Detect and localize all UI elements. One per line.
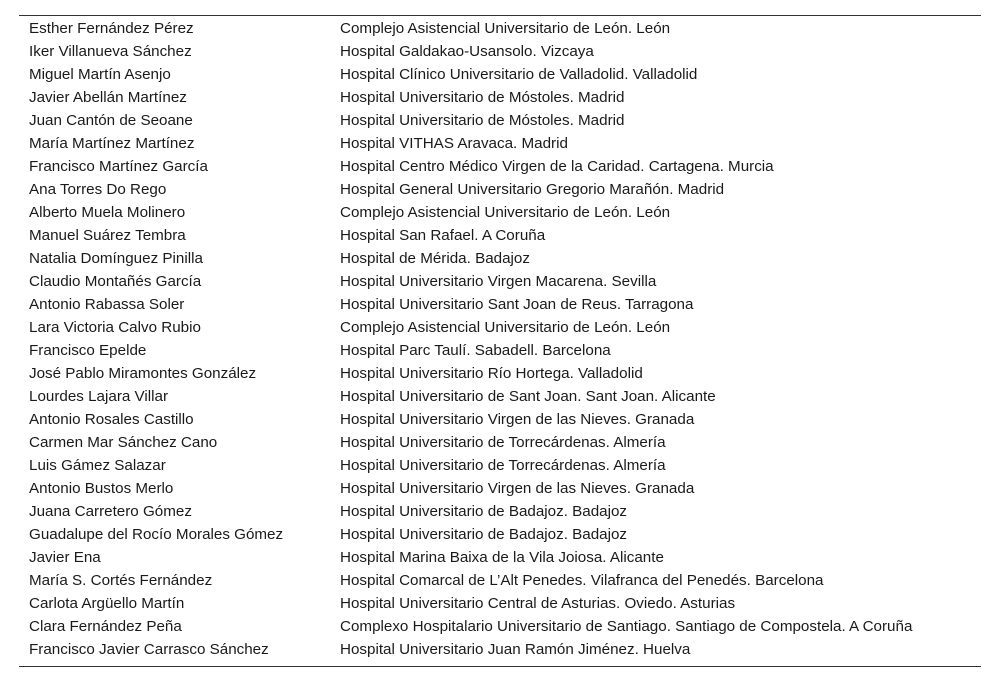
hospital-name: Hospital Clínico Universitario de Valladolid. Valladolid — [340, 66, 698, 83]
investigator-name: Javier Abellán Martínez — [29, 89, 187, 106]
table-row — [19, 408, 981, 431]
table-row — [19, 293, 981, 316]
table-row — [19, 16, 981, 40]
hospital-name: Hospital Universitario Central de Asturias. Oviedo. Asturias — [340, 595, 736, 612]
investigator-name: Antonio Rosales Castillo — [29, 411, 194, 428]
hospital-name: Hospital Marina Baixa de la Vila Joiosa. Alicante — [340, 549, 664, 566]
hospital-name: Hospital Universitario Juan Ramón Jiménez. Huelva — [340, 641, 691, 658]
hospital-name: Hospital de Mérida. Badajoz — [340, 250, 530, 267]
hospital-name: Hospital Universitario de Móstoles. Madrid — [340, 112, 625, 129]
hospital-name: Hospital Universitario de Torrecárdenas. Almería — [340, 434, 666, 451]
table-row — [19, 247, 981, 270]
table-row — [19, 638, 981, 666]
table-row — [19, 431, 981, 454]
hospital-name: Hospital Universitario Virgen de las Nieves. Granada — [340, 480, 695, 497]
table-row — [19, 224, 981, 247]
investigator-name: Juana Carretero Gómez — [29, 503, 192, 520]
investigator-name: Iker Villanueva Sánchez — [29, 43, 192, 60]
table-row — [19, 316, 981, 339]
hospital-name: Hospital Parc Taulí. Sabadell. Barcelona — [340, 342, 611, 359]
investigators-table — [19, 16, 981, 666]
hospital-name: Hospital Galdakao-Usansolo. Vizcaya — [340, 43, 594, 60]
hospital-name: Hospital Centro Médico Virgen de la Caridad. Cartagena. Murcia — [340, 158, 774, 175]
hospital-name: Hospital Universitario de Badajoz. Badajoz — [340, 526, 628, 543]
hospital-name: Complexo Hospitalario Universitario de Santiago. Santiago de Compostela. A Coruña — [340, 618, 913, 635]
investigator-name: Francisco Martínez García — [29, 158, 208, 175]
investigator-name: Esther Fernández Pérez — [29, 20, 194, 37]
hospital-name: Hospital Universitario Virgen Macarena. Sevilla — [340, 273, 657, 290]
table-row — [19, 362, 981, 385]
investigator-name: Carmen Mar Sánchez Cano — [29, 434, 218, 451]
table-row — [19, 40, 981, 63]
table-row — [19, 270, 981, 293]
investigator-name: Clara Fernández Peña — [29, 618, 182, 635]
investigator-name: Claudio Montañés García — [29, 273, 202, 290]
investigator-name: Guadalupe del Rocío Morales Gómez — [29, 526, 284, 543]
investigator-name: Ana Torres Do Rego — [29, 181, 167, 198]
investigator-name: Javier Ena — [29, 549, 101, 566]
hospital-name: Complejo Asistencial Universitario de León. León — [340, 20, 671, 37]
investigator-name: Miguel Martín Asenjo — [29, 66, 171, 83]
table-row — [19, 523, 981, 546]
hospital-name: Hospital Universitario de Sant Joan. Sant Joan. Alicante — [340, 388, 716, 405]
investigator-name: Antonio Bustos Merlo — [29, 480, 174, 497]
table-row — [19, 178, 981, 201]
investigator-name: Natalia Domínguez Pinilla — [29, 250, 203, 267]
investigator-name: María S. Cortés Fernández — [29, 572, 213, 589]
investigator-name: José Pablo Miramontes González — [29, 365, 257, 382]
table-row — [19, 155, 981, 178]
hospital-name: Hospital Universitario Sant Joan de Reus. Tarragona — [340, 296, 694, 313]
table-row — [19, 615, 981, 638]
table-row — [19, 569, 981, 592]
table-row — [19, 385, 981, 408]
table-row — [19, 477, 981, 500]
hospital-name: Hospital VITHAS Aravaca. Madrid — [340, 135, 568, 152]
investigator-name: Lourdes Lajara Villar — [29, 388, 169, 405]
table-row — [19, 500, 981, 523]
investigator-name: Luis Gámez Salazar — [29, 457, 166, 474]
table-row — [19, 454, 981, 477]
hospital-name: Hospital Universitario de Móstoles. Madrid — [340, 89, 625, 106]
table-row — [19, 109, 981, 132]
hospital-name: Hospital Universitario Río Hortega. Valladolid — [340, 365, 643, 382]
table-row — [19, 132, 981, 155]
investigator-name: Francisco Epelde — [29, 342, 147, 359]
investigator-name: Alberto Muela Molinero — [29, 204, 186, 221]
table-row — [19, 86, 981, 109]
investigator-name: Carlota Argüello Martín — [29, 595, 185, 612]
hospital-name: Hospital General Universitario Gregorio Marañón. Madrid — [340, 181, 725, 198]
investigator-name: Manuel Suárez Tembra — [29, 227, 186, 244]
investigator-name: Francisco Javier Carrasco Sánchez — [29, 641, 269, 658]
hospital-name: Complejo Asistencial Universitario de León. León — [340, 204, 671, 221]
investigator-name: Juan Cantón de Seoane — [29, 112, 193, 129]
hospital-name: Hospital Universitario Virgen de las Nieves. Granada — [340, 411, 695, 428]
investigators-table-wrapper — [19, 15, 981, 667]
table-body — [19, 16, 981, 666]
table-row — [19, 546, 981, 569]
table-row — [19, 201, 981, 224]
investigator-name: María Martínez Martínez — [29, 135, 195, 152]
investigator-name: Lara Victoria Calvo Rubio — [29, 319, 201, 336]
table-row — [19, 339, 981, 362]
hospital-name: Hospital Universitario de Badajoz. Badajoz — [340, 503, 628, 520]
hospital-name: Hospital Comarcal de L’Alt Penedes. Vilafranca del Penedés. Barcelona — [340, 572, 824, 589]
investigator-name: Antonio Rabassa Soler — [29, 296, 185, 313]
hospital-name: Complejo Asistencial Universitario de León. León — [340, 319, 671, 336]
table-row — [19, 592, 981, 615]
table-row — [19, 63, 981, 86]
hospital-name: Hospital San Rafael. A Coruña — [340, 227, 546, 244]
hospital-name: Hospital Universitario de Torrecárdenas. Almería — [340, 457, 666, 474]
